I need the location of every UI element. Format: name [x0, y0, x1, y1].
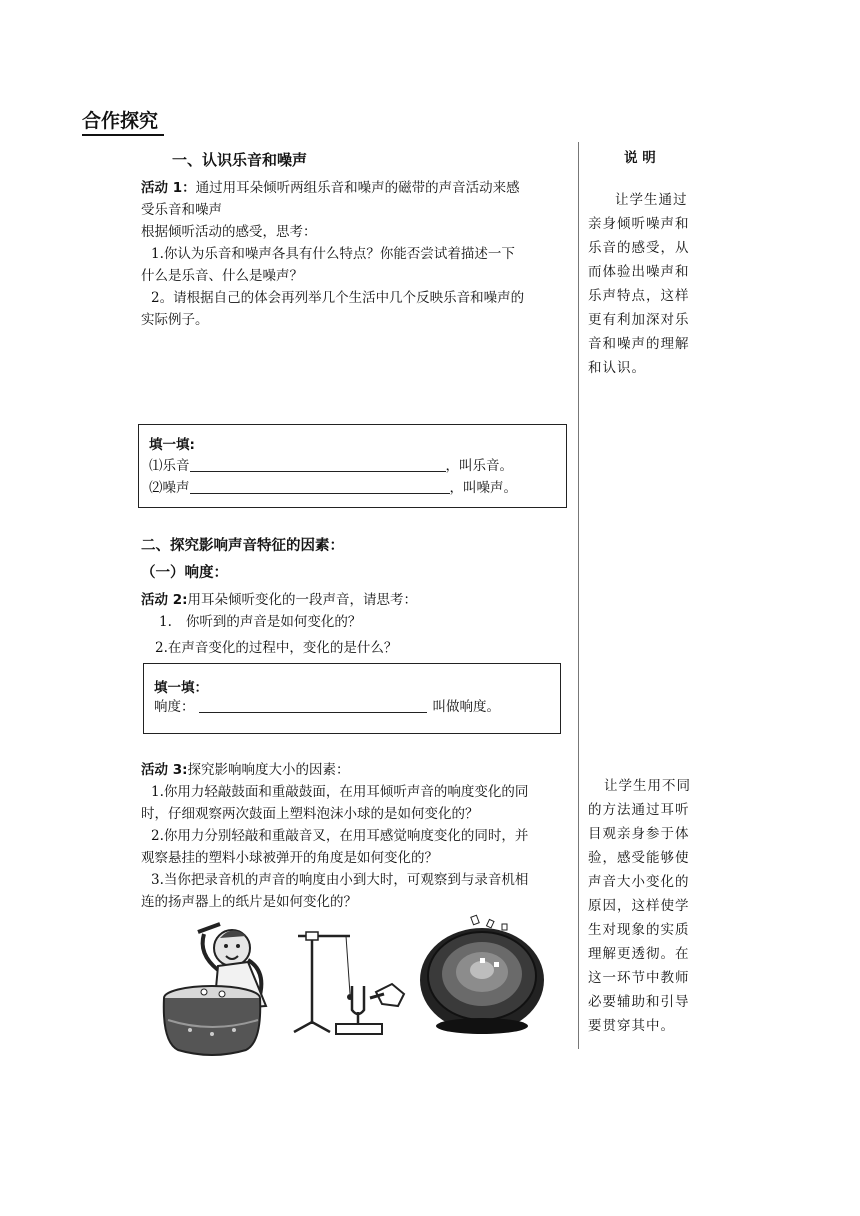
note-1 — [588, 188, 698, 380]
note-line: 乐声特点，这样 — [588, 288, 690, 304]
activity3-text: 探究影响响度大小的因素： — [187, 762, 350, 778]
activity2 — [141, 589, 581, 659]
question-1a: 1.你认为乐音和噪声各具有什么特点？你能否尝试着描述一下 — [151, 246, 515, 262]
a2q1-text: 你听到的声音是如何变化的？ — [185, 614, 362, 630]
activity1-text-a: 通过用耳朵倾听两组乐音和噪声的磁带的声音活动来感 — [195, 180, 520, 196]
notes-header: 说 明 — [624, 150, 656, 166]
activity3-label: 活动 3: — [141, 762, 188, 778]
activity1-prompt: 根据倾听活动的感受，思考： — [141, 224, 317, 240]
note-line: 让学生用不同 — [604, 778, 691, 794]
a3q2b: 观察悬挂的塑料小球被弹开的角度是如何变化的？ — [141, 850, 438, 866]
activity1-label: 活动 1： — [141, 180, 196, 196]
question-1b: 什么是乐音、什么是噪声？ — [141, 268, 303, 284]
tuning-fork-illustration-icon — [290, 924, 410, 1038]
activity2-text: 用耳朵倾听变化的一段声音，请思考： — [187, 592, 417, 608]
note-line: 声音大小变化的 — [588, 874, 690, 890]
a3q3b: 连的扬声器上的纸片是如何变化的？ — [141, 894, 357, 910]
fill-box-1-title: 填一填: — [149, 437, 195, 453]
fill-music-prefix: ⑴乐音 — [149, 458, 190, 474]
drum-illustration-icon — [160, 920, 282, 1056]
note-line: 音和噪声的理解 — [588, 336, 690, 352]
question-2a: 2。请根据自己的体会再列举几个生活中几个反映乐音和噪声的 — [151, 290, 525, 306]
fill-noise-prefix: ⑵噪声 — [149, 480, 190, 496]
note-line: 和认识。 — [588, 360, 646, 376]
fill-loudness-suffix: 叫做响度。 — [432, 699, 500, 715]
note-line: 让学生通过 — [615, 192, 688, 208]
part2-sub1: （一）响度： — [141, 565, 228, 581]
note-line: 验，感受能够使 — [588, 850, 690, 866]
note-line: 更有利加深对乐 — [588, 312, 690, 328]
a3q3a: 3.当你把录音机的声音的响度由小到大时，可观察到与录音机相 — [151, 872, 529, 888]
fill-line-music — [149, 455, 513, 477]
a3q1b: 时，仔细观察两次鼓面上塑料泡沫小球的是如何变化的？ — [141, 806, 479, 822]
note-line: 亲身倾听噪声和 — [588, 216, 690, 232]
note-line: 乐音的感受，从 — [588, 240, 690, 256]
fill-line-noise — [149, 477, 517, 499]
noise-blank[interactable] — [190, 479, 450, 494]
note-2 — [588, 774, 698, 1038]
a3q1a: 1.你用力轻敲鼓面和重敲鼓面，在用耳倾听声音的响度变化的同 — [151, 784, 529, 800]
note-line: 这一环节中教师 — [588, 970, 690, 986]
fill-music-suffix: ，叫乐音。 — [445, 458, 513, 474]
note-line: 而体验出噪声和 — [588, 264, 690, 280]
a2q1-num: 1. — [159, 614, 172, 630]
fill-noise-suffix: ，叫噪声。 — [449, 480, 517, 496]
part2-title: 二、探究影响声音特征的因素： — [141, 538, 344, 554]
question-2b: 实际例子。 — [141, 312, 209, 328]
part1-activity1 — [141, 177, 581, 331]
activity2-label: 活动 2: — [141, 592, 188, 608]
note-line: 生对现象的实质 — [588, 922, 690, 938]
activity1-text-b: 受乐音和噪声 — [141, 202, 222, 218]
note-line: 必要辅助和引导 — [588, 994, 690, 1010]
section-title: 合作探究 — [82, 106, 164, 136]
fill-box-2 — [143, 663, 561, 734]
speaker-illustration-icon — [418, 914, 548, 1040]
note-line: 要贯穿其中。 — [588, 1018, 675, 1034]
music-blank[interactable] — [190, 457, 446, 472]
a2q2-text: 2.在声音变化的过程中，变化的是什么？ — [155, 640, 398, 656]
activity3 — [141, 759, 581, 913]
loudness-blank[interactable] — [199, 698, 427, 713]
note-line: 的方法通过耳听 — [588, 802, 690, 818]
fill-box-2-title: 填一填： — [154, 680, 208, 696]
a3q2a: 2.你用力分别轻敲和重敲音叉，在用耳感觉响度变化的同时，并 — [151, 828, 529, 844]
note-line: 目观亲身参于体 — [588, 826, 690, 842]
fill-line-loudness — [154, 696, 500, 718]
part1-title: 一、认识乐音和噪声 — [172, 151, 308, 169]
fill-loudness-prefix: 响度： — [154, 699, 195, 715]
note-line: 理解更透彻。在 — [588, 946, 690, 962]
fill-box-1 — [138, 424, 567, 508]
note-line: 原因，这样使学 — [588, 898, 690, 914]
